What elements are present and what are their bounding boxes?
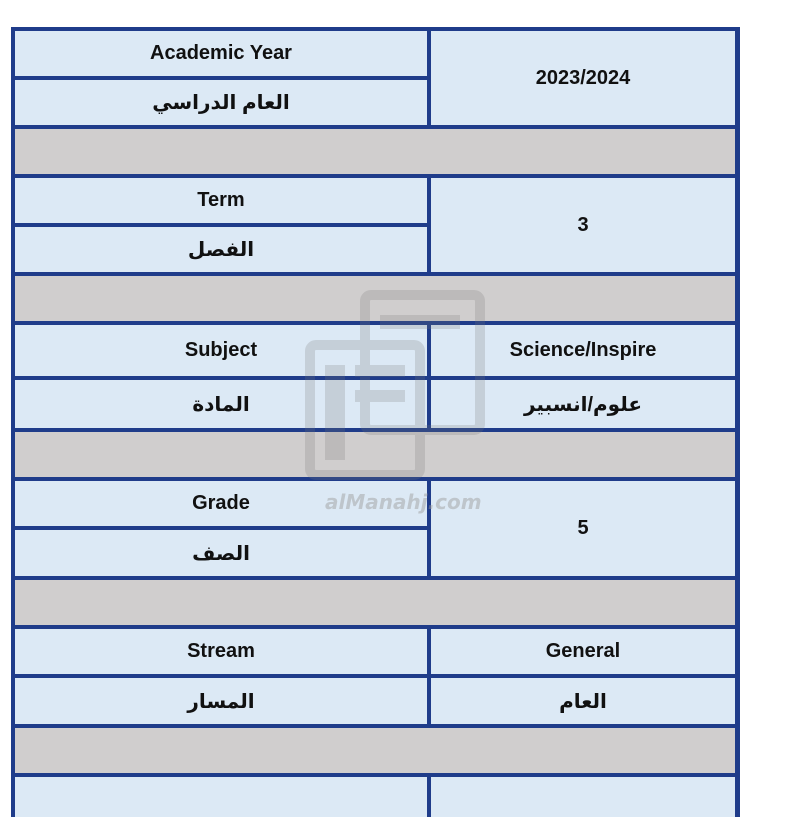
subject-label-ar: المادة bbox=[15, 380, 427, 428]
academic-year-label-en: Academic Year bbox=[15, 31, 427, 76]
academic-year-label-ar: العام الدراسي bbox=[15, 80, 427, 125]
stream-value-en: General bbox=[431, 629, 735, 674]
term-label-en: Term bbox=[15, 178, 427, 223]
separator-row bbox=[15, 129, 735, 174]
stream-label-ar: المسار bbox=[15, 678, 427, 724]
separator-row bbox=[15, 580, 735, 625]
subject-value-en: Science/Inspire bbox=[431, 325, 735, 376]
watermark-text: alManahj.com bbox=[325, 490, 482, 514]
academic-year-value: 2023/2024 bbox=[431, 31, 735, 125]
separator-row bbox=[15, 728, 735, 773]
grade-label-en: Grade bbox=[15, 481, 427, 526]
stream-value-ar: العام bbox=[431, 678, 735, 724]
empty-cell bbox=[431, 777, 735, 817]
empty-cell bbox=[15, 777, 427, 817]
info-table bbox=[11, 27, 740, 817]
term-label-ar: الفصل bbox=[15, 227, 427, 272]
grade-value: 5 bbox=[431, 481, 735, 576]
grade-label-ar: الصف bbox=[15, 530, 427, 576]
separator-row bbox=[15, 432, 735, 477]
separator-row bbox=[15, 276, 735, 321]
subject-value-ar: علوم/انسبير bbox=[431, 380, 735, 428]
term-value: 3 bbox=[431, 178, 735, 272]
stream-label-en: Stream bbox=[15, 629, 427, 674]
subject-label-en: Subject bbox=[15, 325, 427, 376]
